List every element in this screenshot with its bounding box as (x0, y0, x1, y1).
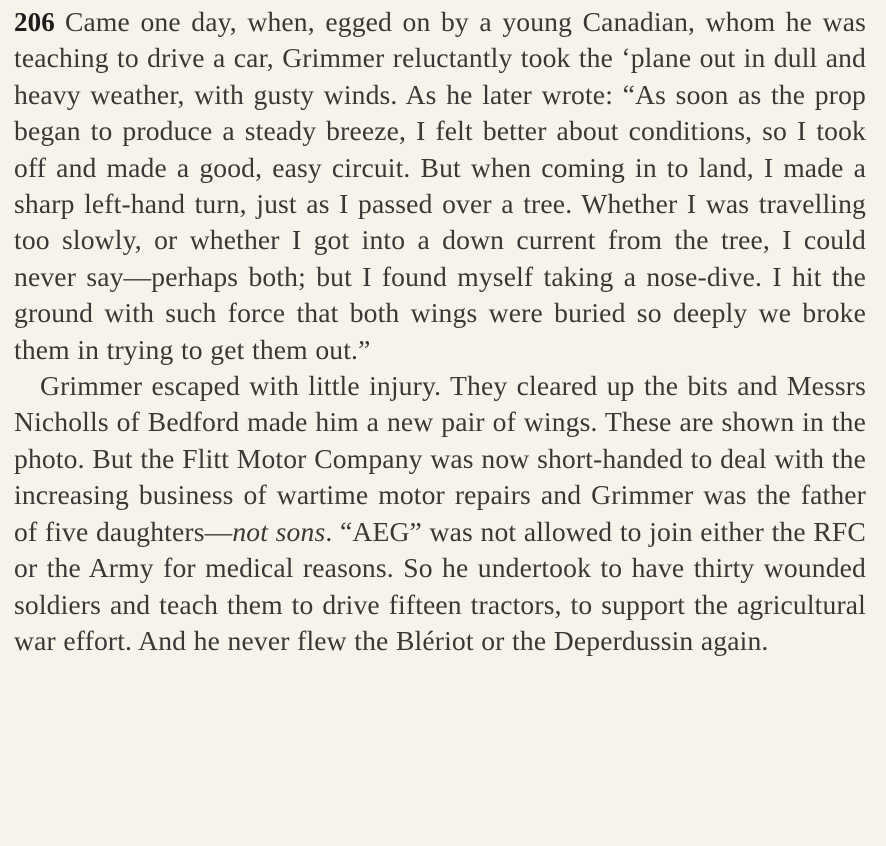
paragraph-2 (14, 368, 866, 659)
page-number: 206 (14, 7, 55, 37)
paragraph-2-text-end: . “AEG” was not allowed to join either the RFC or the Army for medical reasons. So he undertook to have thirty wounded soldiers and teach them to drive fifteen tractors, to support the agricultural war effort. And he never flew the Blériot or the Deperdussin again. (14, 515, 866, 656)
paragraph-2-emphasis: not sons (232, 515, 326, 547)
paragraph-1 (14, 4, 866, 368)
paragraph-2-text-start: Grimmer escaped with little injury. They cleared up the bits and Messrs Nicholls of Bedford made him a new pair of wings. These are shown in the photo. But the Flitt Motor Company was now short-handed to deal with the increasing business of wartime motor repairs and Grimmer was the father of five daughters— (14, 370, 866, 547)
paragraph-1-text: Came one day, when, egged on by a young Canadian, whom he was teaching to drive a car, Grimmer reluctantly took the ‘plane out in dull and heavy weather, with gusty winds. As he later wrote: “As soon as the prop began to produce a steady breeze, I felt better about conditions, so I took off and made a good, easy circuit. But when coming in to land, I made a sharp left-hand turn, just as I passed over a tree. Whether I was travelling too slowly, or whether I got into a down current from the tree, I could never say—perhaps both; but I found myself taking a nose-dive. I hit the ground with such force that both wings were buried so deeply we broke them in trying to get them out.” (14, 6, 866, 365)
